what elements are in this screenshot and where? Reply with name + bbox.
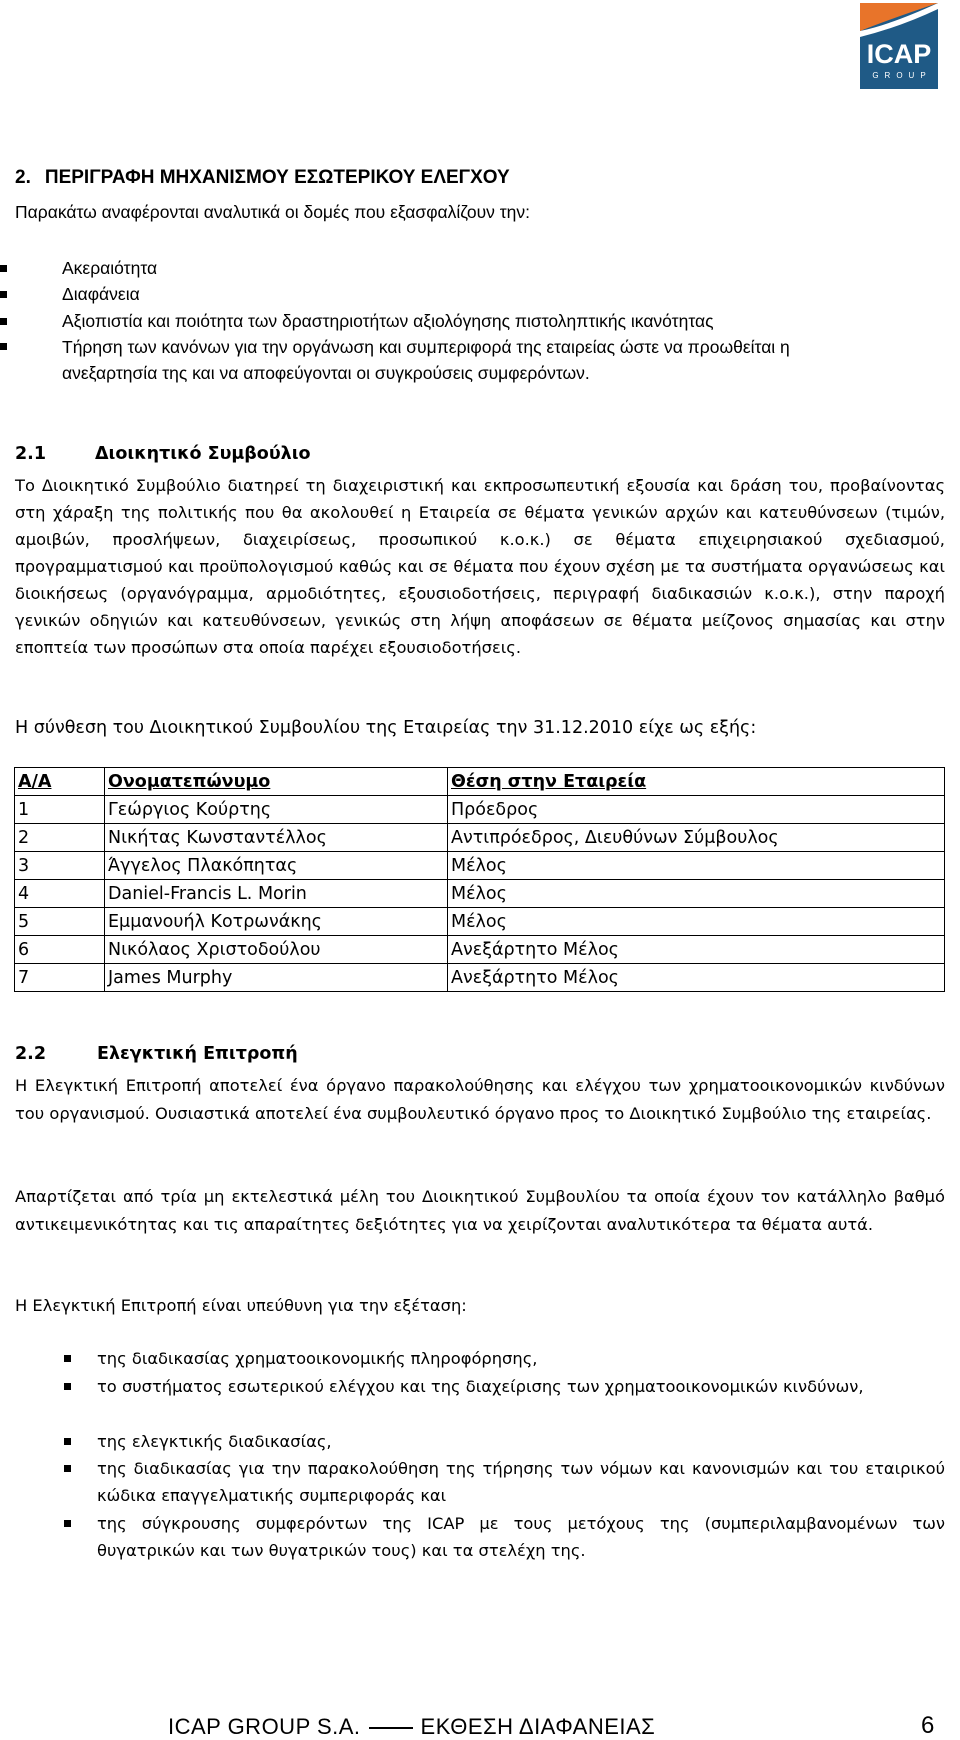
table-row <box>15 852 945 880</box>
list-item-text: Τήρηση των κανόνων για την οργάνωση και συμπεριφορά της εταιρείας ώστε να προωθείται η ανεξαρτησία της και να αποφεύγονται οι συγκρούσεις συμφερόντων. <box>62 337 790 383</box>
table-cell: Μέλος <box>448 852 945 880</box>
table-row <box>15 824 945 852</box>
table-cell: Μέλος <box>448 880 945 908</box>
list-item-text: Αξιοπιστία και ποιότητα των δραστηριοτήτων αξιολόγησης πιστοληπτικής ικανότητας <box>62 311 714 331</box>
bullet-square-icon <box>0 343 7 350</box>
table-cell: 3 <box>15 852 105 880</box>
audit-committee-responsibility-intro: Η Ελεγκτική Επιτροπή είναι υπεύθυνη για την εξέταση: <box>15 1296 467 1315</box>
page-number: 6 <box>921 1712 935 1739</box>
list-item <box>62 256 942 281</box>
bullet-square-icon <box>0 291 7 298</box>
table-row <box>15 964 945 992</box>
table-row <box>15 936 945 964</box>
bullet-square-icon <box>64 1383 71 1390</box>
table-cell: 1 <box>15 796 105 824</box>
bullet-square-icon <box>0 265 7 272</box>
logo-wordmark: ICAP <box>866 39 932 69</box>
logo-swoosh-icon <box>860 3 938 37</box>
table-cell: Ανεξάρτητο Μέλος <box>448 964 945 992</box>
bullet-square-icon <box>64 1438 71 1445</box>
column-header: Α/Α <box>15 768 105 796</box>
footer-title: ΕΚΘΕΣΗ ΔΙΑΦΑΝΕΙΑΣ <box>420 1714 656 1739</box>
table-row <box>15 796 945 824</box>
bullet-square-icon <box>0 318 7 325</box>
list-item-text: Ακεραιότητα <box>62 258 158 278</box>
list-item <box>62 309 942 334</box>
table-cell: Daniel-Francis L. Morin <box>105 880 448 908</box>
column-header: Θέση στην Εταιρεία <box>448 768 945 796</box>
list-item <box>97 1510 945 1564</box>
table-cell: Εμμανουήλ Κοτρωνάκης <box>105 908 448 936</box>
list-item-text: της σύγκρουσης συμφερόντων της ICAP με τους μετόχους της (συμπεριλαμβανομένων των θυγατρικών και των θυγατρικών τους) και τα στελέχη της. <box>97 1514 945 1560</box>
list-item <box>97 1428 945 1455</box>
subsection-title: Ελεγκτική Επιτροπή <box>97 1044 298 1064</box>
table-cell: Πρόεδρος <box>448 796 945 824</box>
section-heading <box>15 167 524 189</box>
list-item-text: της διαδικασίας χρηματοοικονομικής πληροφόρησης, <box>97 1349 538 1368</box>
table-row <box>15 908 945 936</box>
table-cell: Αντιπρόεδρος, Διευθύνων Σύμβουλος <box>448 824 945 852</box>
list-item-text: της διαδικασίας για την παρακολούθηση της τήρησης των νόμων και κανονισμών και του εταιρικού κώδικα επαγγελματικής συμπεριφοράς και <box>97 1459 945 1505</box>
table-row <box>15 880 945 908</box>
list-item <box>62 282 942 307</box>
column-header: Ονοματεπώνυμο <box>105 768 448 796</box>
list-item <box>97 1345 945 1372</box>
table-header-row <box>15 768 945 796</box>
list-item <box>62 334 852 386</box>
table-cell: Άγγελος Πλακόπητας <box>105 852 448 880</box>
footer-company: ICAP GROUP S.A. <box>168 1714 361 1739</box>
table-cell: Νικήτας Κωνσταντέλλος <box>105 824 448 852</box>
bullet-square-icon <box>64 1465 71 1472</box>
footer-dash <box>369 1727 413 1729</box>
heading-number: 2. <box>15 167 31 188</box>
list-item-text: το συστήματος εσωτερικού ελέγχου και της διαχείρισης των χρηματοοικονομικών κινδύνων, <box>97 1377 864 1396</box>
subsection-title: Διοικητικό Συμβούλιο <box>95 444 311 464</box>
table-cell: 4 <box>15 880 105 908</box>
list-item-text: Διαφάνεια <box>62 284 140 304</box>
list-item <box>97 1373 945 1400</box>
intro-text: Παρακάτω αναφέρονται αναλυτικά οι δομές που εξασφαλίζουν την: <box>15 202 531 222</box>
heading-title: ΠΕΡΙΓΡΑΦΗ ΜΗΧΑΝΙΣΜΟΥ ΕΣΩΤΕΡΙΚΟΥ ΕΛΕΓΧΟΥ <box>44 167 510 188</box>
list-item <box>97 1455 945 1509</box>
subsection-number: 2.1 <box>15 444 47 464</box>
subsection-heading <box>15 1044 298 1064</box>
table-cell: Μέλος <box>448 908 945 936</box>
page-footer <box>168 1714 655 1740</box>
audit-committee-description: Η Ελεγκτική Επιτροπή αποτελεί ένα όργανο παρακολούθησης και ελέγχου των χρηματοοικονομικών κινδύνων του οργανισμού. Ουσιαστικά αποτελεί ένα συμβουλευτικό όργανο προς το Διοικητικό Συμβούλιο της εταιρείας. <box>15 1076 945 1123</box>
subsection-heading <box>15 444 311 464</box>
board-description: Το Διοικητικό Συμβούλιο διατηρεί τη διαχειριστική και εκπροσωπευτική εξουσία και δράση του, προβαίνοντας στη χάραξη της πολιτικής που θα ακολουθεί η Εταιρεία σε θέματα γενικών αρχών και κατευθύνσεων (τιμών, αμοιβών, προσλήψεων, διαχειρίσεως, προσωπικού κ.ο.κ.) σε θέματα επιχειρησιακού σχεδιασμού, προγραμματισμού και προϋπολογισμού καθώς και σε θέματα που έχουν σχέση με τα συστήματα οργανώσεως και διοικήσεως (οργανόγραμμα, αρμοδιότητες, εξουσιοδοτήσεις, περιγραφή διαδικασιών κ.ο.κ.), στην παροχή γενικών οδηγιών και κατευθύνσεων, γενικώς στη λήψη αποφάσεων σε θέματα μείζονος σημασίας και στην εποπτεία των προσώπων στα οποία παρέχει εξουσιοδοτήσεις. <box>15 476 945 657</box>
table-cell: Νικόλαος Χριστοδούλου <box>105 936 448 964</box>
table-cell: James Murphy <box>105 964 448 992</box>
table-cell: 7 <box>15 964 105 992</box>
table-cell: 2 <box>15 824 105 852</box>
table-cell: Ανεξάρτητο Μέλος <box>448 936 945 964</box>
icap-logo <box>860 3 938 89</box>
logo-subtitle: GROUP <box>872 71 932 80</box>
list-item-text: της ελεγκτικής διαδικασίας, <box>97 1432 332 1451</box>
bullet-square-icon <box>64 1520 71 1527</box>
table-cell: 5 <box>15 908 105 936</box>
audit-committee-composition: Απαρτίζεται από τρία μη εκτελεστικά μέλη του Διοικητικού Συμβουλίου τα οποία έχουν τον κατάλληλο βαθμό αντικειμενικότητας και τις απαραίτητες δεξιότητες για να χειρίζονται αναλυτικότερα τα θέματα αυτά. <box>15 1187 945 1234</box>
table-cell: Γεώργιος Κούρτης <box>105 796 448 824</box>
board-composition-intro: Η σύνθεση του Διοικητικού Συμβουλίου της Εταιρείας την 31.12.2010 είχε ως εξής: <box>15 718 757 738</box>
board-members-table <box>14 767 945 992</box>
table-cell: 6 <box>15 936 105 964</box>
subsection-number: 2.2 <box>15 1044 47 1064</box>
bullet-square-icon <box>64 1355 71 1362</box>
